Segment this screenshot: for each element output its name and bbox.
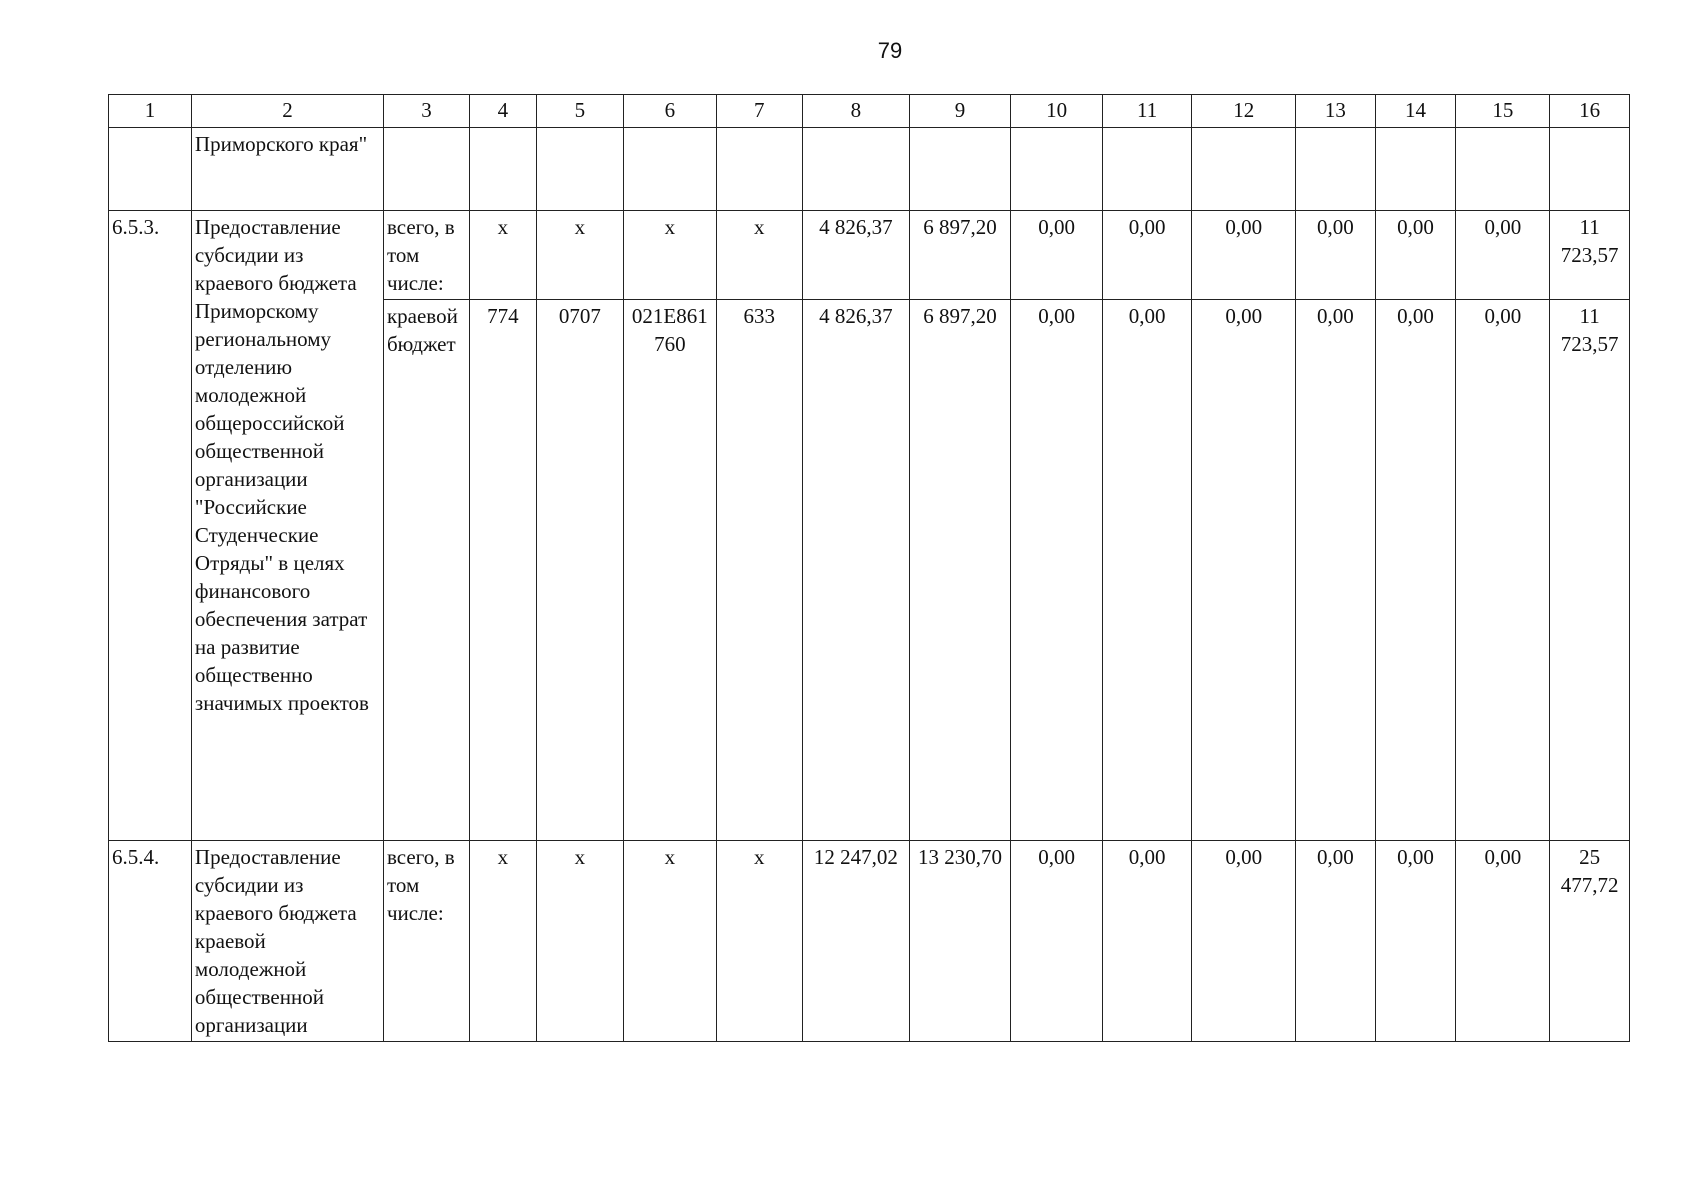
cell-col8: 4 826,37 bbox=[802, 300, 909, 841]
table-row-6-5-3-total bbox=[109, 211, 1630, 300]
header-cell: 5 bbox=[536, 95, 623, 128]
header-cell: 13 bbox=[1296, 95, 1376, 128]
cell-name: Приморского края" bbox=[191, 128, 383, 211]
cell-col14: 0,00 bbox=[1375, 300, 1456, 841]
cell bbox=[1102, 128, 1191, 211]
cell-col11: 0,00 bbox=[1102, 841, 1191, 1042]
cell bbox=[1296, 128, 1376, 211]
header-cell: 1 bbox=[109, 95, 192, 128]
cell bbox=[1011, 128, 1103, 211]
cell-name: Предоставление субсидии из краевого бюджета краевой молодежной общественной организации bbox=[191, 841, 383, 1042]
page-number: 79 bbox=[877, 38, 903, 63]
cell-col5: x bbox=[536, 841, 623, 1042]
cell-col10: 0,00 bbox=[1011, 211, 1103, 300]
cell-col4: x bbox=[470, 841, 537, 1042]
header-cell: 4 bbox=[470, 95, 537, 128]
cell-col10: 0,00 bbox=[1011, 841, 1103, 1042]
cell-col8: 12 247,02 bbox=[802, 841, 909, 1042]
table-row-continuation bbox=[109, 128, 1630, 211]
cell-col5: x bbox=[536, 211, 623, 300]
header-cell: 9 bbox=[909, 95, 1010, 128]
cell-source: всего, в том числе: bbox=[383, 841, 469, 1042]
cell-col13: 0,00 bbox=[1296, 841, 1376, 1042]
header-cell: 16 bbox=[1550, 95, 1630, 128]
cell-col8: 4 826,37 bbox=[802, 211, 909, 300]
cell-col14: 0,00 bbox=[1375, 211, 1456, 300]
cell-col16: 25 477,72 bbox=[1550, 841, 1630, 1042]
cell-col14: 0,00 bbox=[1375, 841, 1456, 1042]
cell-col16: 11 723,57 bbox=[1550, 300, 1630, 841]
cell-col12: 0,00 bbox=[1192, 300, 1296, 841]
cell bbox=[716, 128, 802, 211]
cell-col16: 11 723,57 bbox=[1550, 211, 1630, 300]
header-row bbox=[109, 95, 1630, 128]
cell-col9: 6 897,20 bbox=[909, 300, 1010, 841]
cell bbox=[802, 128, 909, 211]
cell-col6: x bbox=[623, 211, 716, 300]
cell-col6: x bbox=[623, 841, 716, 1042]
cell-col11: 0,00 bbox=[1102, 211, 1191, 300]
cell bbox=[909, 128, 1010, 211]
header-cell: 8 bbox=[802, 95, 909, 128]
header-cell: 2 bbox=[191, 95, 383, 128]
cell-col6: 021E861760 bbox=[623, 300, 716, 841]
header-cell: 11 bbox=[1102, 95, 1191, 128]
cell-col4: x bbox=[470, 211, 537, 300]
cell-col5: 0707 bbox=[536, 300, 623, 841]
header-cell: 15 bbox=[1456, 95, 1550, 128]
cell-col15: 0,00 bbox=[1456, 841, 1550, 1042]
header-cell: 7 bbox=[716, 95, 802, 128]
cell-col9: 6 897,20 bbox=[909, 211, 1010, 300]
cell bbox=[1456, 128, 1550, 211]
cell-col7: x bbox=[716, 211, 802, 300]
cell-source: краевой бюджет bbox=[383, 300, 469, 841]
cell-col11: 0,00 bbox=[1102, 300, 1191, 841]
cell-col15: 0,00 bbox=[1456, 300, 1550, 841]
cell bbox=[1192, 128, 1296, 211]
header-cell: 6 bbox=[623, 95, 716, 128]
cell bbox=[470, 128, 537, 211]
cell-source: всего, в том числе: bbox=[383, 211, 469, 300]
cell-col4: 774 bbox=[470, 300, 537, 841]
cell-name: Предоставление субсидии из краевого бюджета Приморскому региональному отделению молодежной общероссийской общественной организации "Российские Студенческие Отряды" в целях финансового обеспечения затрат на развитие общественно значимых проектов bbox=[191, 211, 383, 841]
header-cell: 14 bbox=[1375, 95, 1456, 128]
cell-code bbox=[109, 128, 192, 211]
header-cell: 3 bbox=[383, 95, 469, 128]
header-cell: 10 bbox=[1011, 95, 1103, 128]
cell-col13: 0,00 bbox=[1296, 211, 1376, 300]
cell-col15: 0,00 bbox=[1456, 211, 1550, 300]
cell bbox=[383, 128, 469, 211]
cell-col12: 0,00 bbox=[1192, 841, 1296, 1042]
cell-col10: 0,00 bbox=[1011, 300, 1103, 841]
budget-table bbox=[108, 94, 1630, 1042]
cell bbox=[1375, 128, 1456, 211]
cell bbox=[536, 128, 623, 211]
cell bbox=[623, 128, 716, 211]
cell-col12: 0,00 bbox=[1192, 211, 1296, 300]
cell-col9: 13 230,70 bbox=[909, 841, 1010, 1042]
cell-col13: 0,00 bbox=[1296, 300, 1376, 841]
cell-col7: x bbox=[716, 841, 802, 1042]
header-cell: 12 bbox=[1192, 95, 1296, 128]
cell-code: 6.5.3. bbox=[109, 211, 192, 841]
cell-col7: 633 bbox=[716, 300, 802, 841]
cell bbox=[1550, 128, 1630, 211]
cell-code: 6.5.4. bbox=[109, 841, 192, 1042]
table-row-6-5-4-total bbox=[109, 841, 1630, 1042]
